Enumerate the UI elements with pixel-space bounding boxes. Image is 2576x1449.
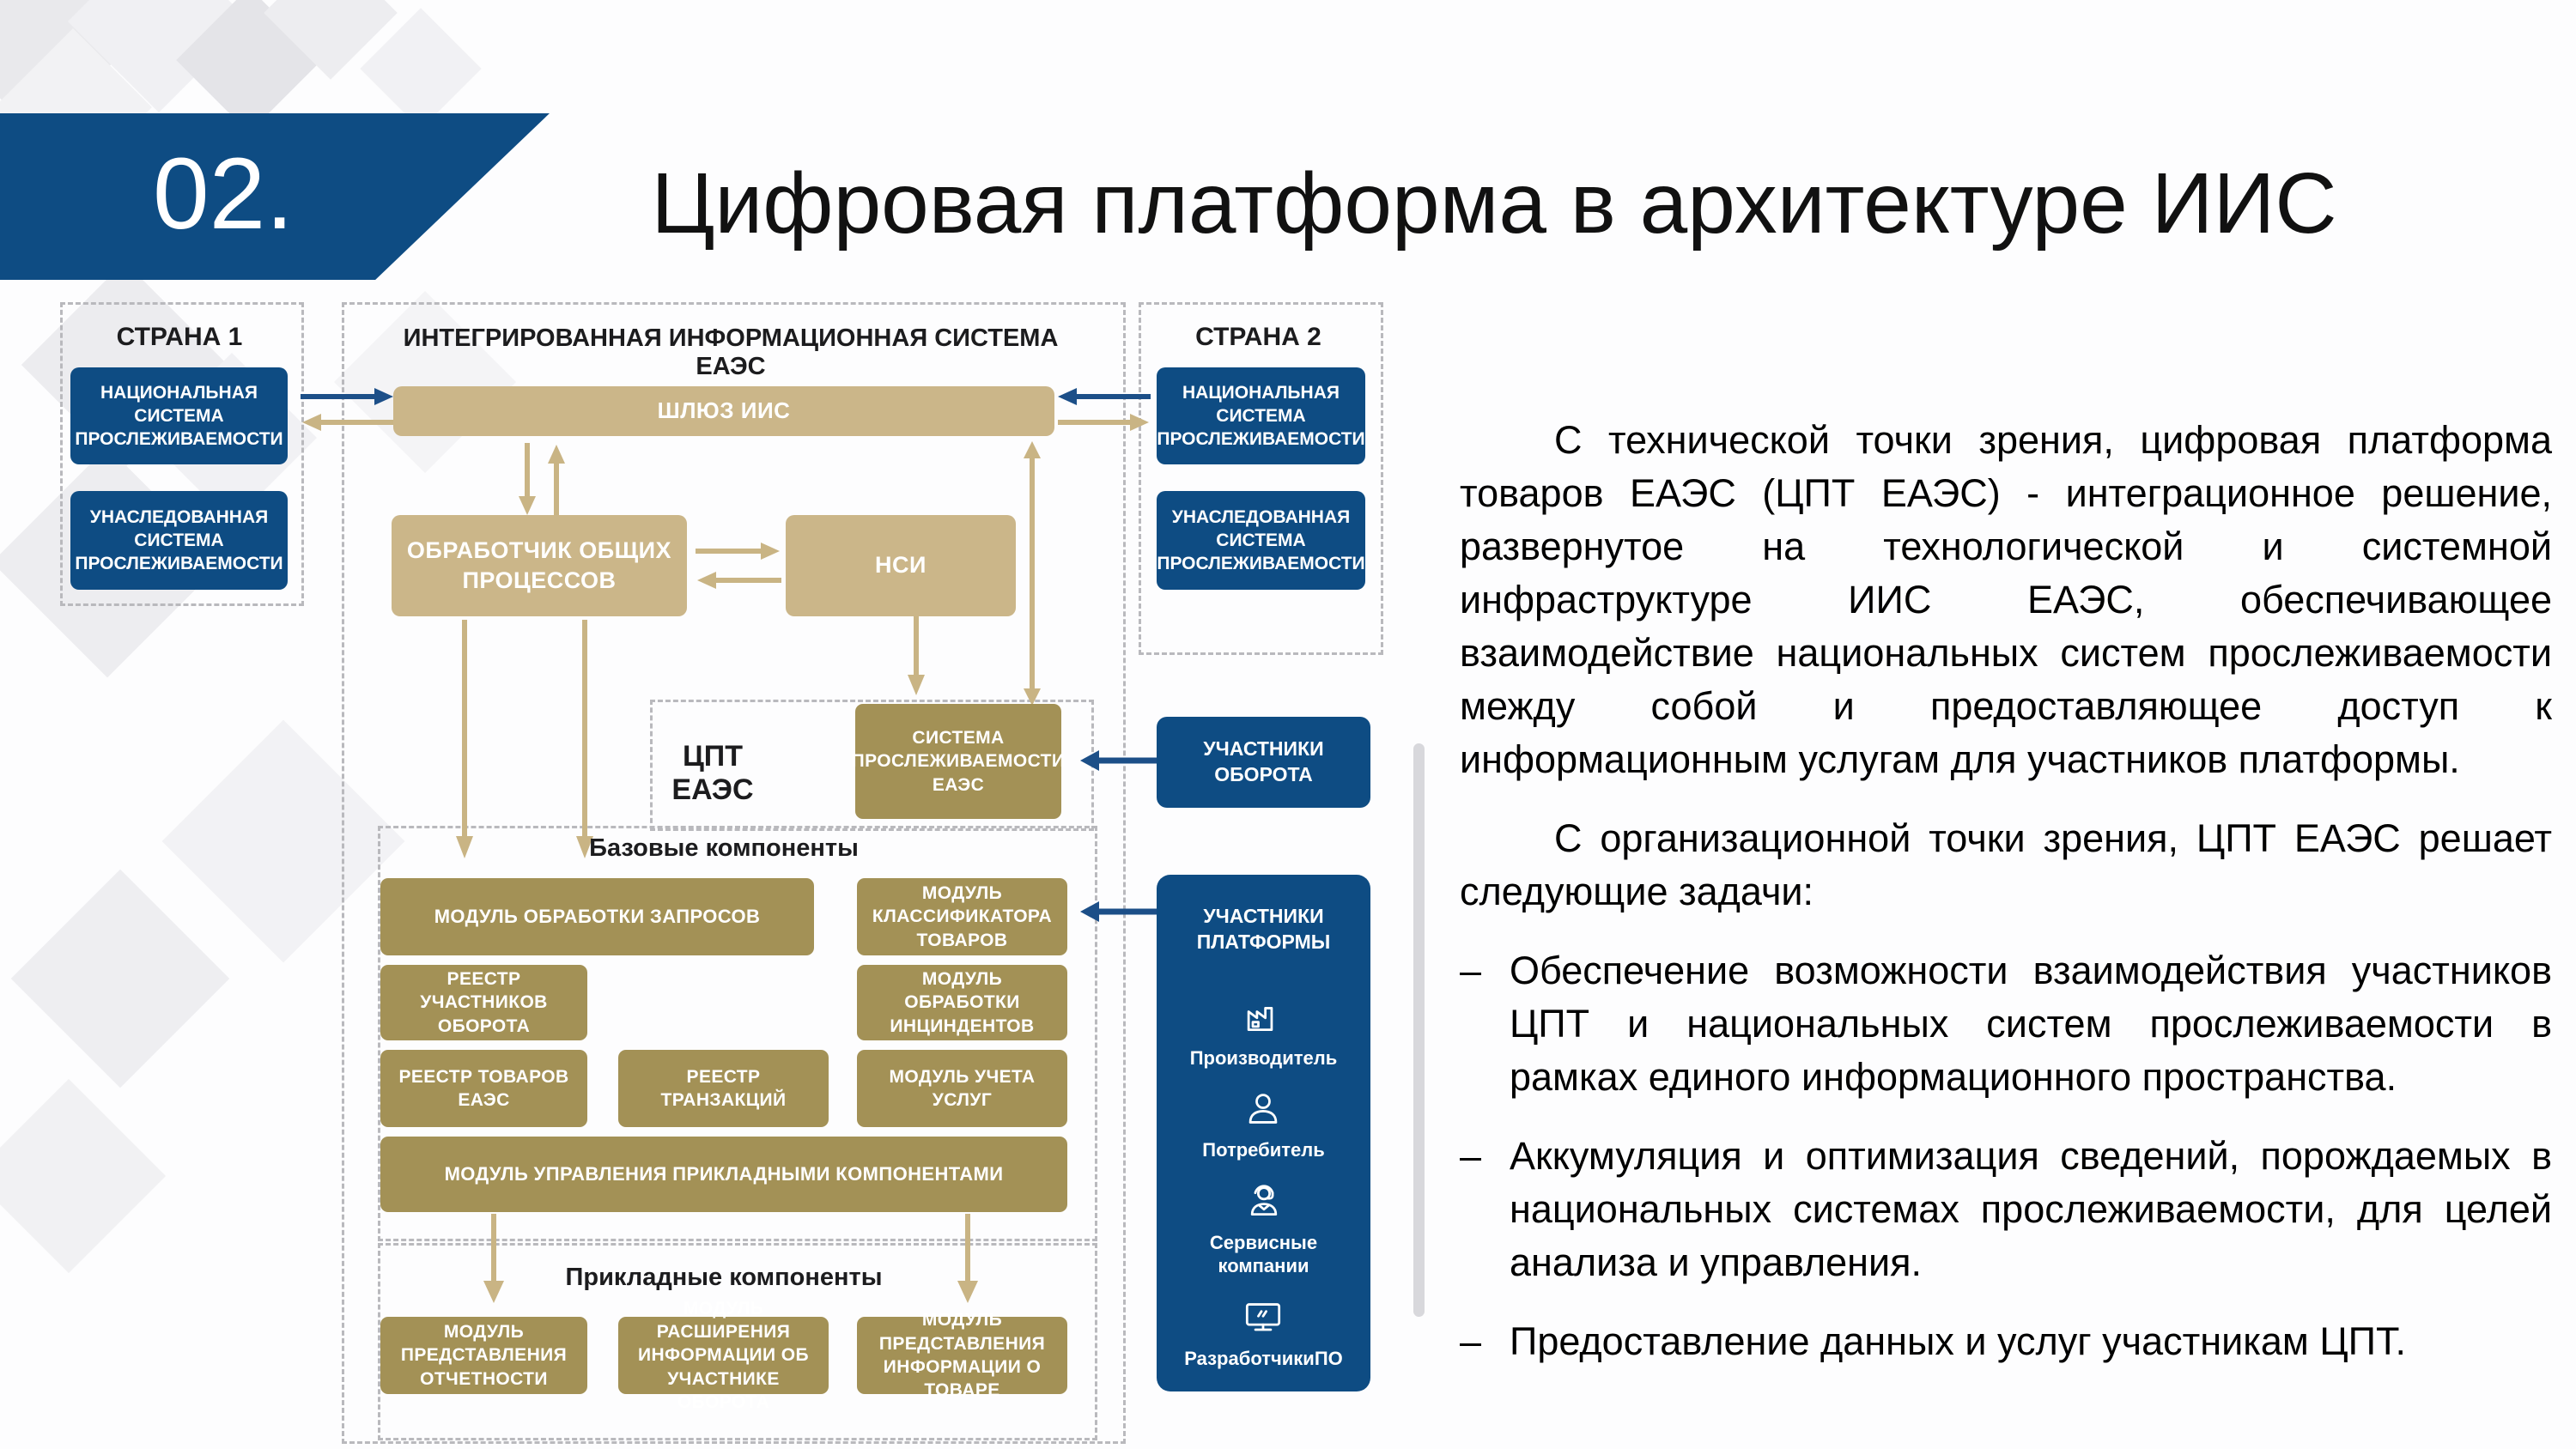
module-reporting: МОДУЛЬ ПРЕДСТАВЛЕНИЯ ОТЧЕТНОСТИ xyxy=(380,1317,587,1394)
platform-item-label: Сервисные компании xyxy=(1209,1231,1318,1277)
arrow-turnover-traceability xyxy=(1077,742,1159,779)
module-applied-components-management: МОДУЛЬ УПРАВЛЕНИЯ ПРИКЛАДНЫМИ КОМПОНЕНТАМИ xyxy=(380,1137,1067,1212)
paragraph-organizational: С организационной точки зрения, ЦПТ ЕАЭС решает следующие задачи: xyxy=(1460,816,2552,913)
platform-participants-panel xyxy=(1157,875,1370,1391)
scrollbar[interactable] xyxy=(1413,743,1425,1317)
traceability-system-box: СИСТЕМА ПРОСЛЕЖИВАЕМОСТИ ЕАЭС xyxy=(855,704,1061,819)
arrow-nsi-traceability xyxy=(899,616,933,699)
arrow-country2-gateway xyxy=(1058,385,1151,434)
country2-group xyxy=(1139,302,1383,655)
registry-turnover-participants: РЕЕСТР УЧАСТНИКОВ ОБОРОТА xyxy=(380,965,587,1040)
country2-legacy-system-box: УНАСЛЕДОВАННАЯ СИСТЕМА ПРОСЛЕЖИВАЕМОСТИ xyxy=(1157,491,1365,590)
iis-gateway-box: ШЛЮЗ ИИС xyxy=(393,386,1054,436)
base-components-label: Базовые компоненты xyxy=(589,834,859,862)
arrow-country1-gateway xyxy=(301,385,393,434)
factory-icon xyxy=(1242,995,1286,1040)
platform-item-label: РазработчикиПО xyxy=(1184,1347,1343,1369)
person-icon xyxy=(1241,1087,1285,1131)
country2-national-system-box: НАЦИОНАЛЬНАЯ СИСТЕМА ПРОСЛЕЖИВАЕМОСТИ xyxy=(1157,367,1365,464)
country1-label: СТРАНА 1 xyxy=(116,323,243,351)
list-item xyxy=(1460,1130,2552,1289)
paragraph-technical: С технической точки зрения, цифровая платформа товаров ЕАЭС (ЦПТ ЕАЭС) - интеграционное решение, развернутое на технологической и системной инфраструктуре ИИС ЕАЭС, обеспечивающее взаимодействие национальных систем прослеживаемости между собой и предоставляющее доступ к информационным услугам для участников платформы. xyxy=(1460,418,2552,781)
monitor-icon xyxy=(1241,1295,1285,1340)
tasks-list xyxy=(1460,944,2552,1368)
list-item-text: Предоставление данных и услуг участникам ЦПТ. xyxy=(1510,1319,2406,1363)
module-goods-info: МОДУЛЬ ПРЕДСТАВЛЕНИЯ ИНФОРМАЦИИ О ТОВАРЕ xyxy=(857,1317,1067,1394)
platform-item-software-developers xyxy=(1184,1295,1343,1371)
country1-legacy-system-box: УНАСЛЕДОВАННАЯ СИСТЕМА ПРОСЛЕЖИВАЕМОСТИ xyxy=(70,491,288,590)
module-incident-processing: МОДУЛЬ ОБРАБОТКИ ИНЦИНДЕНТОВ xyxy=(857,965,1067,1040)
list-item xyxy=(1460,1315,2552,1368)
dash-marker: – xyxy=(1460,1319,1482,1363)
country1-national-system-box: НАЦИОНАЛЬНАЯ СИСТЕМА ПРОСЛЕЖИВАЕМОСТИ xyxy=(70,367,288,464)
arrow-gateway-traceability xyxy=(1015,440,1049,707)
arrow-gateway-process-handler xyxy=(513,443,570,517)
arrow-base-applied-components xyxy=(468,1214,993,1307)
arrow-platform-classifier xyxy=(1077,893,1159,931)
slide-number: 02. xyxy=(152,137,295,251)
module-services-accounting: МОДУЛЬ УЧЕТА УСЛУГ xyxy=(857,1050,1067,1127)
dash-marker: – xyxy=(1460,1134,1482,1178)
module-participant-info-extension: МОДУЛЬ РАСШИРЕНИЯ ИНФОРМАЦИИ ОБ УЧАСТНИКЕ ОБОРОТА xyxy=(618,1317,829,1394)
registry-transactions: РЕЕСТР ТРАНЗАКЦИЙ xyxy=(618,1050,829,1127)
list-item xyxy=(1460,944,2552,1104)
platform-item-label: Потребитель xyxy=(1202,1139,1325,1161)
iis-title: ИНТЕГРИРОВАННАЯ ИНФОРМАЦИОННАЯ СИСТЕМА ЕАЭС xyxy=(403,324,1059,380)
platform-participants-label: УЧАСТНИКИ ПЛАТФОРМЫ xyxy=(1196,905,1331,953)
list-item-text: Обеспечение возможности взаимодействия участников ЦПТ и национальных систем прослеживаемости в рамках единого информационного пространства. xyxy=(1510,949,2552,1099)
dash-marker: – xyxy=(1460,949,1482,992)
list-item-text: Аккумуляция и оптимизация сведений, порождаемых в национальных системах прослеживаемости, для целей анализа и управления. xyxy=(1510,1134,2552,1284)
module-goods-classifier: МОДУЛЬ КЛАССИФИКАТОРА ТОВАРОВ xyxy=(857,878,1067,955)
platform-item-consumer xyxy=(1202,1087,1324,1162)
arrow-process-handler-base-components xyxy=(447,620,619,860)
description-text xyxy=(1460,414,2552,1368)
registry-goods-eaeu: РЕЕСТР ТОВАРОВ ЕАЭС xyxy=(380,1050,587,1127)
platform-item-service-companies xyxy=(1169,1179,1358,1278)
nsi-box: НСИ xyxy=(786,515,1016,616)
page-title: Цифровая платформа в архитектуре ИИС xyxy=(651,155,2337,252)
country2-label: СТРАНА 2 xyxy=(1195,323,1321,351)
platform-item-label: Производитель xyxy=(1189,1046,1338,1069)
process-handler-box: ОБРАБОТЧИК ОБЩИХ ПРОЦЕССОВ xyxy=(392,515,687,616)
applied-components-label: Прикладные компоненты xyxy=(565,1264,883,1291)
platform-item-producer xyxy=(1190,995,1338,1070)
arrow-process-handler-nsi xyxy=(696,536,781,597)
module-request-processing: МОДУЛЬ ОБРАБОТКИ ЗАПРОСОВ xyxy=(380,878,814,955)
turnover-participants-box: УЧАСТНИКИ ОБОРОТА xyxy=(1157,717,1370,808)
support-agent-icon xyxy=(1242,1179,1286,1224)
cpt-label: ЦПТ ЕАЭС xyxy=(671,740,754,806)
